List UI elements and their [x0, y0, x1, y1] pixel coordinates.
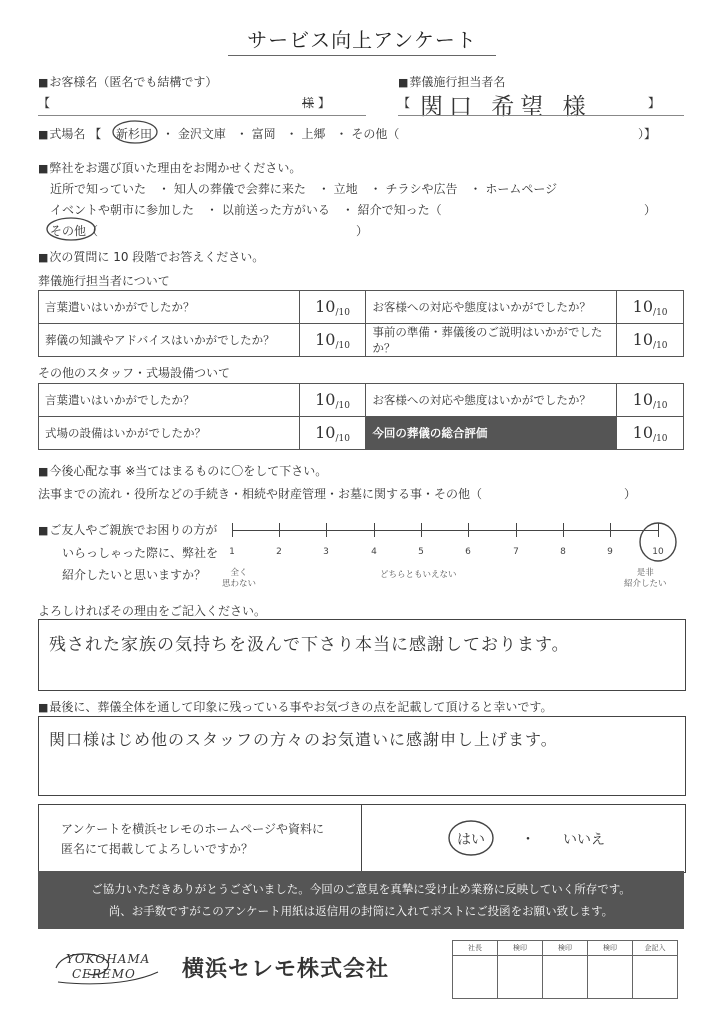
scale-number[interactable]: 10	[652, 547, 664, 557]
recommend-scale-line	[232, 530, 658, 531]
venue-option-other[interactable]: ・ その他（	[335, 127, 400, 141]
table-row	[39, 417, 684, 450]
reason-comment-text: 残された家族の気持ちを汲んで下さり本当に感謝しております。	[49, 635, 570, 655]
section-staff-heading: 葬儀施行担当者について	[38, 274, 170, 288]
scale-low-line1: 全く	[230, 568, 248, 578]
reason-row2	[50, 201, 442, 218]
scale-number[interactable]: 3	[323, 547, 329, 557]
recommend-line3: 紹介したいと思いますか？	[62, 568, 207, 582]
scale-low-label	[222, 568, 256, 590]
other-rating-table	[38, 383, 684, 450]
stamp-body-row	[453, 956, 678, 999]
rating-question: 式場の設備はいかがでしたか？	[39, 417, 300, 450]
scale-number[interactable]: 4	[371, 547, 377, 557]
recommend-line2: いらっしゃった際に、弊社を	[62, 546, 219, 560]
stamp-cell[interactable]	[588, 956, 633, 999]
scale-number[interactable]: 8	[560, 547, 566, 557]
reason-comment-label: よろしければその理由をご記入ください。	[38, 604, 267, 618]
scale-number[interactable]: 6	[465, 547, 471, 557]
reason-previous[interactable]: ・ 以前送った方がいる	[206, 203, 330, 217]
recommend-line1: ■ ご友人やご親族でお困りの方が	[38, 521, 217, 538]
reason-label: ■ 弊社をお選び頂いた理由をお聞かせください。	[38, 159, 301, 176]
publish-question-line2: 匿名にて掲載してよろしいですか？	[61, 842, 254, 856]
rating-score[interactable]: 10/10	[299, 417, 366, 450]
reason-homepage[interactable]: ・ ホームページ	[469, 182, 558, 196]
final-comment-text: 関口様はじめ他のスタッフの方々のお気遣いに感謝申し上げます。	[49, 730, 558, 749]
scale-number[interactable]: 2	[276, 547, 282, 557]
reason-other-close: ）	[356, 224, 369, 238]
staff-name-close: 】	[648, 96, 661, 110]
scale-high-line2: 紹介したい	[624, 579, 667, 589]
stamp-label: 検印	[543, 941, 588, 956]
scale-high-line1: 是非	[636, 568, 654, 578]
customer-name-rule	[38, 115, 366, 116]
scale-low-line2: 思わない	[222, 579, 257, 589]
venue-options	[116, 125, 436, 142]
customer-name-suffix: 様	[302, 96, 315, 110]
page-title: サービス向上アンケート	[247, 28, 477, 52]
scale-tick	[232, 523, 233, 537]
stamp-label: 社長	[453, 941, 498, 956]
stamp-label: 検印	[588, 941, 633, 956]
publish-question	[61, 819, 324, 859]
stamp-cell[interactable]	[633, 956, 678, 999]
table-row	[39, 324, 684, 357]
stamp-cell[interactable]	[453, 956, 498, 999]
publish-yes[interactable]: はい	[457, 832, 485, 848]
rating-intro: ■ 次の質問に 10 段階でお答えください。	[38, 248, 264, 265]
logo-line1: YOKOHAMA	[66, 952, 151, 966]
stamp-table	[452, 940, 678, 999]
reason-referral[interactable]: ・ 紹介で知った（	[341, 203, 442, 217]
stamp-cell[interactable]	[498, 956, 543, 999]
staff-rating-table	[38, 290, 684, 357]
scale-number[interactable]: 7	[513, 547, 519, 557]
table-row	[39, 291, 684, 324]
rating-score[interactable]: 10/10	[617, 324, 684, 357]
reason-flyer[interactable]: ・ チラシや広告	[369, 182, 458, 196]
staff-name-open: 【	[398, 96, 411, 110]
scale-tick	[374, 523, 375, 537]
publish-divider	[361, 805, 362, 872]
customer-name-close: 】	[318, 96, 331, 110]
final-comment-label: ■ 最後に、葬儀全体を通して印象に残っている事やお気づきの点を記載して頂けると幸いです。	[38, 698, 552, 715]
stamp-cell[interactable]	[543, 956, 588, 999]
company-logo	[52, 948, 162, 988]
scale-tick	[610, 523, 611, 537]
thanks-line1: ご協力いただきありがとうございました。今回のご意見を真摯に受け止め業務に反映していく所存です。	[91, 882, 631, 896]
venue-circle-mark	[110, 118, 160, 148]
publish-no[interactable]: いいえ	[563, 832, 605, 848]
scale-number[interactable]: 1	[229, 547, 235, 557]
customer-name-label: ■ お客様名（匿名でも結構です）	[38, 73, 217, 90]
reason-location[interactable]: ・ 立地	[317, 182, 358, 196]
rating-question: 葬儀の知識やアドバイスはいかがでしたか？	[39, 324, 300, 357]
thanks-line2: 尚、お手数ですがこのアンケート用紙は返信用の封筒に入れてポストにご投函をお願い致します。	[108, 904, 614, 918]
scale-number[interactable]: 5	[418, 547, 424, 557]
rating-question: 言葉遣いはいかがでしたか？	[39, 384, 300, 417]
reason-acquaintance-funeral[interactable]: ・ 知人の葬儀で会葬に来た	[158, 182, 306, 196]
rating-question: 事前の準備・葬儀後のご説明はいかがでしたか？	[366, 324, 617, 357]
concern-label: ■ 今後心配な事 ※当てはまるものに〇をして下さい。	[38, 462, 327, 479]
rating-score[interactable]: 10/10	[299, 384, 366, 417]
section-other-heading: その他のスタッフ・式場設備ついて	[38, 366, 231, 380]
reason-row1	[50, 180, 557, 197]
rating-score[interactable]: 10/10	[617, 291, 684, 324]
venue-option-kamigo[interactable]: ・ 上郷	[285, 127, 326, 141]
venue-label: ■ 式場名 【	[38, 125, 101, 142]
reason-row2-close: ）	[644, 203, 657, 217]
venue-option-tomioka[interactable]: ・ 富岡	[235, 127, 276, 141]
staff-name-rule	[398, 115, 684, 116]
logo-line2: CEREMO	[72, 967, 136, 981]
stamp-label: 検印	[498, 941, 543, 956]
reason-circle-mark	[44, 214, 100, 244]
scale-tick	[563, 523, 564, 537]
venue-close: ）】	[638, 127, 657, 141]
overall-rating-label: 今回の葬儀の総合評価	[366, 417, 617, 450]
scale-number[interactable]: 9	[607, 547, 613, 557]
concern-close: ）	[624, 487, 637, 501]
rating-score[interactable]: 10/10	[299, 324, 366, 357]
scale-selected-circle	[636, 518, 682, 564]
overall-rating-score[interactable]: 10/10	[617, 417, 684, 450]
title-underline	[228, 55, 496, 56]
rating-question: お客様への対応や態度はいかがでしたか？	[366, 384, 617, 417]
final-comment-box[interactable]	[38, 716, 686, 796]
venue-option-shinsugita[interactable]: 新杉田	[116, 127, 153, 141]
publish-yes-circle	[445, 817, 497, 861]
rating-question: 言葉遣いはいかがでしたか？	[39, 291, 300, 324]
publish-box	[38, 804, 686, 873]
publish-separator: ・	[521, 832, 535, 848]
venue-option-kanazawabunko[interactable]: ・ 金沢文庫	[162, 127, 226, 141]
thanks-band	[38, 871, 684, 929]
reason-other[interactable]: その他（	[50, 224, 99, 238]
concern-items[interactable]: 法事までの流れ・役所などの手続き・相続や財産管理・お墓に関する事・その他（	[38, 487, 483, 501]
staff-name-value[interactable]: 関口 希望 様	[420, 94, 592, 120]
scale-tick	[279, 523, 280, 537]
rating-question: お客様への対応や態度はいかがでしたか？	[366, 291, 617, 324]
scale-tick	[468, 523, 469, 537]
scale-tick	[421, 523, 422, 537]
reason-comment-box[interactable]	[38, 619, 686, 691]
scale-tick	[326, 523, 327, 537]
table-row	[39, 384, 684, 417]
reason-neighborhood[interactable]: 近所で知っていた	[50, 182, 147, 196]
customer-name-open: 【	[38, 96, 51, 110]
scale-high-label	[624, 568, 667, 590]
staff-name-label: ■ 葬儀施行担当者名	[398, 73, 505, 90]
rating-score[interactable]: 10/10	[299, 291, 366, 324]
scale-tick	[516, 523, 517, 537]
reason-event[interactable]: イベントや朝市に参加した	[50, 203, 195, 217]
rating-score[interactable]: 10/10	[617, 384, 684, 417]
company-name: 横浜セレモ株式会社	[182, 957, 390, 982]
scale-mid-label: どちらともいえない	[380, 570, 457, 580]
publish-question-line1: アンケートを横浜セレモのホームページや資料に	[61, 822, 325, 836]
stamp-label: 企記入	[633, 941, 678, 956]
stamp-header-row	[453, 941, 678, 956]
